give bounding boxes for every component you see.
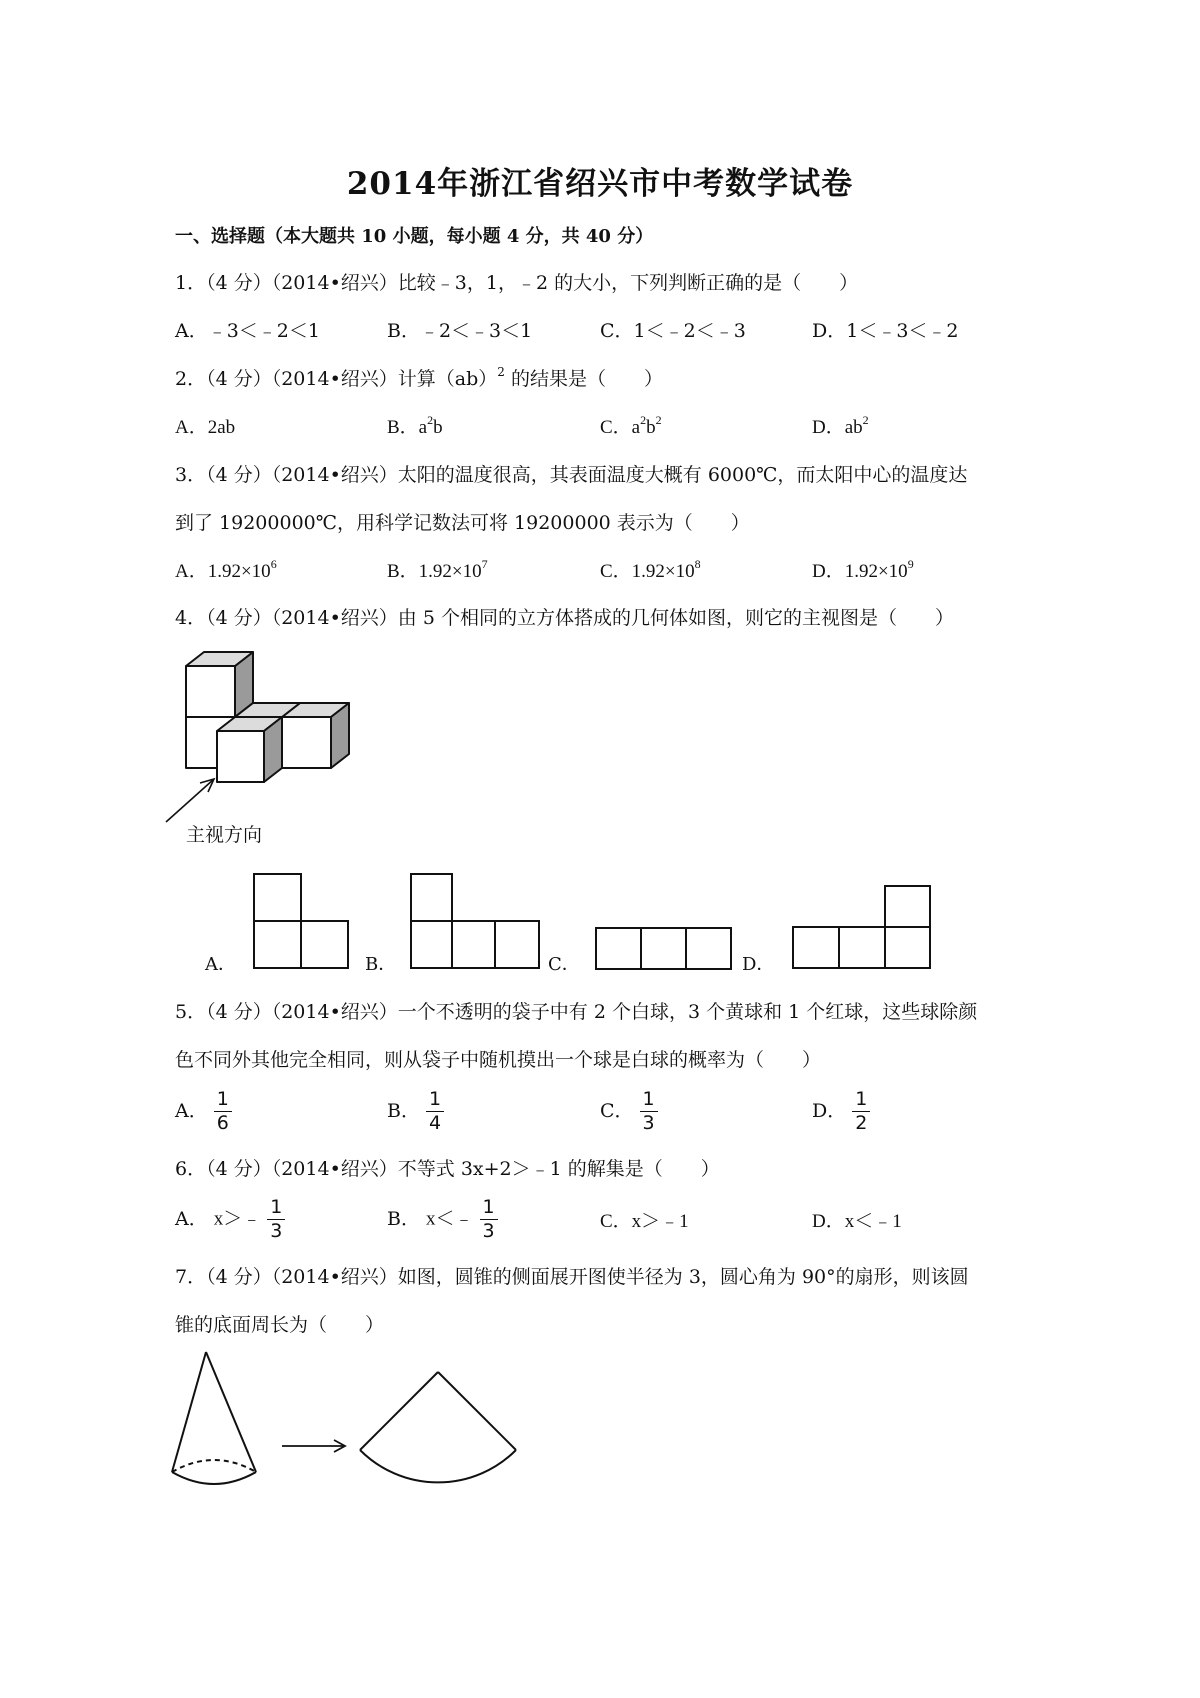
- question-3-stem-line1: 3．（4 分）（2014•绍兴）太阳的温度很高，其表面温度大概有 6000℃，而太阳中心的温度达: [175, 464, 968, 486]
- view-direction-arrow: [166, 779, 214, 822]
- sector-figure: [355, 1370, 525, 1520]
- q3-a-base: A．1.92×10: [175, 561, 271, 582]
- q2-d-base: D．ab: [812, 417, 863, 438]
- cube-top-front: [186, 666, 235, 717]
- q3-option-d: [812, 556, 914, 583]
- q6-b-numerator: 1: [480, 1198, 498, 1220]
- q3-b-base: B．1.92×10: [387, 561, 482, 582]
- q5-d-denominator: 2: [855, 1112, 868, 1134]
- q2-c-mid: b: [646, 417, 656, 438]
- q5-b-denominator: 4: [428, 1112, 442, 1134]
- q5-option-a: [175, 1090, 232, 1133]
- cone-figure: [168, 1350, 268, 1500]
- q5-d-numerator: 1: [852, 1090, 870, 1112]
- q2-b-base: B．a: [387, 417, 428, 438]
- q4-option-c-label: C．: [548, 954, 580, 975]
- q6-b-expr: x＜﹣: [426, 1208, 474, 1230]
- q3-c-exp: 8: [694, 557, 701, 571]
- cube-front-front: [217, 731, 264, 782]
- q6-b-label: B．: [387, 1207, 420, 1230]
- q5-option-b: [387, 1090, 444, 1133]
- q6-a-numerator: 1: [267, 1198, 285, 1220]
- q5-c-numerator: 1: [640, 1090, 658, 1112]
- q3-option-b: [387, 556, 488, 583]
- q3-a-exp: 6: [270, 557, 277, 571]
- q3-c-base: C．1.92×10: [600, 561, 695, 582]
- unfold-arrow: [280, 1436, 350, 1456]
- question-5-stem-line1: 5．（4 分）（2014•绍兴）一个不透明的袋子中有 2 个白球，3 个黄球和 1 个红球，这些球除颜: [175, 1001, 978, 1023]
- q6-option-c: C．x＞﹣1: [600, 1211, 689, 1232]
- q5-d-fraction: [852, 1090, 870, 1133]
- q4-option-d-label: D．: [742, 954, 775, 975]
- page-title: 2014年浙江省绍兴市中考数学试卷: [346, 166, 854, 202]
- q4-option-a-label: A．: [205, 954, 236, 975]
- question-4-stem: 4．（4 分）（2014•绍兴）由 5 个相同的立方体搭成的几何体如图，则它的主视图是（ ）: [175, 607, 954, 629]
- question-7-stem-line2: 锥的底面周长为（ ）: [175, 1314, 385, 1336]
- q6-a-expr: x＞﹣: [213, 1208, 262, 1230]
- q2-option-d: [812, 412, 869, 439]
- q2-option-b: [387, 412, 443, 439]
- q3-option-a: [175, 556, 277, 583]
- q2-option-c: [600, 412, 662, 439]
- q4-option-a-figure: [253, 873, 353, 969]
- q6-option-a: [175, 1198, 285, 1241]
- q1-option-b: B．﹣2＜﹣3＜1: [387, 320, 533, 342]
- q2-c-exp2: 2: [655, 413, 662, 427]
- q5-c-fraction: [640, 1090, 658, 1133]
- q6-option-d: D．x＜﹣1: [812, 1211, 902, 1232]
- q5-d-label: D．: [812, 1099, 847, 1122]
- q5-b-label: B．: [387, 1099, 420, 1122]
- q2-c-base: C．a: [600, 417, 641, 438]
- q2-stem-pre: 2．（4 分）（2014•绍兴）计算（ab）: [175, 368, 498, 390]
- q6-b-denominator: 3: [482, 1220, 495, 1242]
- q3-d-exp: 9: [907, 557, 914, 571]
- question-6-stem: 6．（4 分）（2014•绍兴）不等式 3x+2＞﹣1 的解集是（ ）: [175, 1158, 720, 1180]
- q2-stem-post: 的结果是（ ）: [510, 368, 663, 390]
- q3-b-exp: 7: [481, 557, 488, 571]
- q2-c-exp1: 2: [640, 413, 647, 427]
- q1-option-a: A．﹣3＜﹣2＜1: [175, 320, 320, 342]
- q2-b-post: b: [433, 417, 443, 438]
- q6-b-fraction: [480, 1198, 498, 1241]
- question-2-stem: [175, 364, 663, 391]
- q6-a-fraction: [267, 1198, 285, 1241]
- q5-a-numerator: 1: [214, 1090, 232, 1112]
- q5-c-denominator: 3: [642, 1112, 655, 1134]
- q4-option-c-figure: [595, 927, 735, 972]
- q5-option-d: [812, 1090, 870, 1133]
- q6-a-label: A．: [175, 1207, 208, 1230]
- q1-option-c: C．1＜﹣2＜﹣3: [600, 320, 746, 342]
- q2-option-a: A．2ab: [175, 417, 236, 438]
- question-7-stem-line1: 7．（4 分）（2014•绍兴）如图，圆锥的侧面展开图使半径为 3，圆心角为 90°的扇形，则该圆: [175, 1266, 969, 1288]
- q5-option-c: [600, 1090, 658, 1133]
- cube-right-front: [282, 717, 331, 768]
- q4-option-d-figure: [792, 885, 936, 971]
- q4-option-b-label: B．: [365, 954, 397, 975]
- q3-option-c: [600, 556, 701, 583]
- q2-d-exp: 2: [862, 413, 869, 427]
- q5-b-fraction: [426, 1090, 444, 1133]
- view-direction-label: 主视方向: [186, 824, 263, 846]
- q2-stem-exponent: 2: [497, 365, 505, 379]
- section-heading: 一、选择题（本大题共 10 小题，每小题 4 分，共 40 分）: [175, 226, 654, 247]
- q5-b-numerator: 1: [426, 1090, 444, 1112]
- q6-a-denominator: 3: [270, 1220, 283, 1242]
- q5-a-fraction: [214, 1090, 232, 1133]
- q1-option-d: D．1＜﹣3＜﹣2: [812, 320, 959, 342]
- question-1-stem: 1．（4 分）（2014•绍兴）比较﹣3，1，﹣2 的大小，下列判断正确的是（ ）: [175, 272, 859, 294]
- q3-d-base: D．1.92×10: [812, 561, 908, 582]
- question-5-stem-line2: 色不同外其他完全相同，则从袋子中随机摸出一个球是白球的概率为（ ）: [175, 1049, 822, 1071]
- question-3-stem-line2: 到了 19200000℃，用科学记数法可将 19200000 表示为（ ）: [175, 512, 750, 534]
- q5-a-denominator: 6: [216, 1112, 229, 1134]
- q5-c-label: C．: [600, 1099, 634, 1122]
- q6-option-b: [387, 1198, 498, 1241]
- q4-option-b-figure: [410, 873, 545, 969]
- q5-a-label: A．: [175, 1099, 208, 1122]
- q2-b-exp: 2: [427, 413, 434, 427]
